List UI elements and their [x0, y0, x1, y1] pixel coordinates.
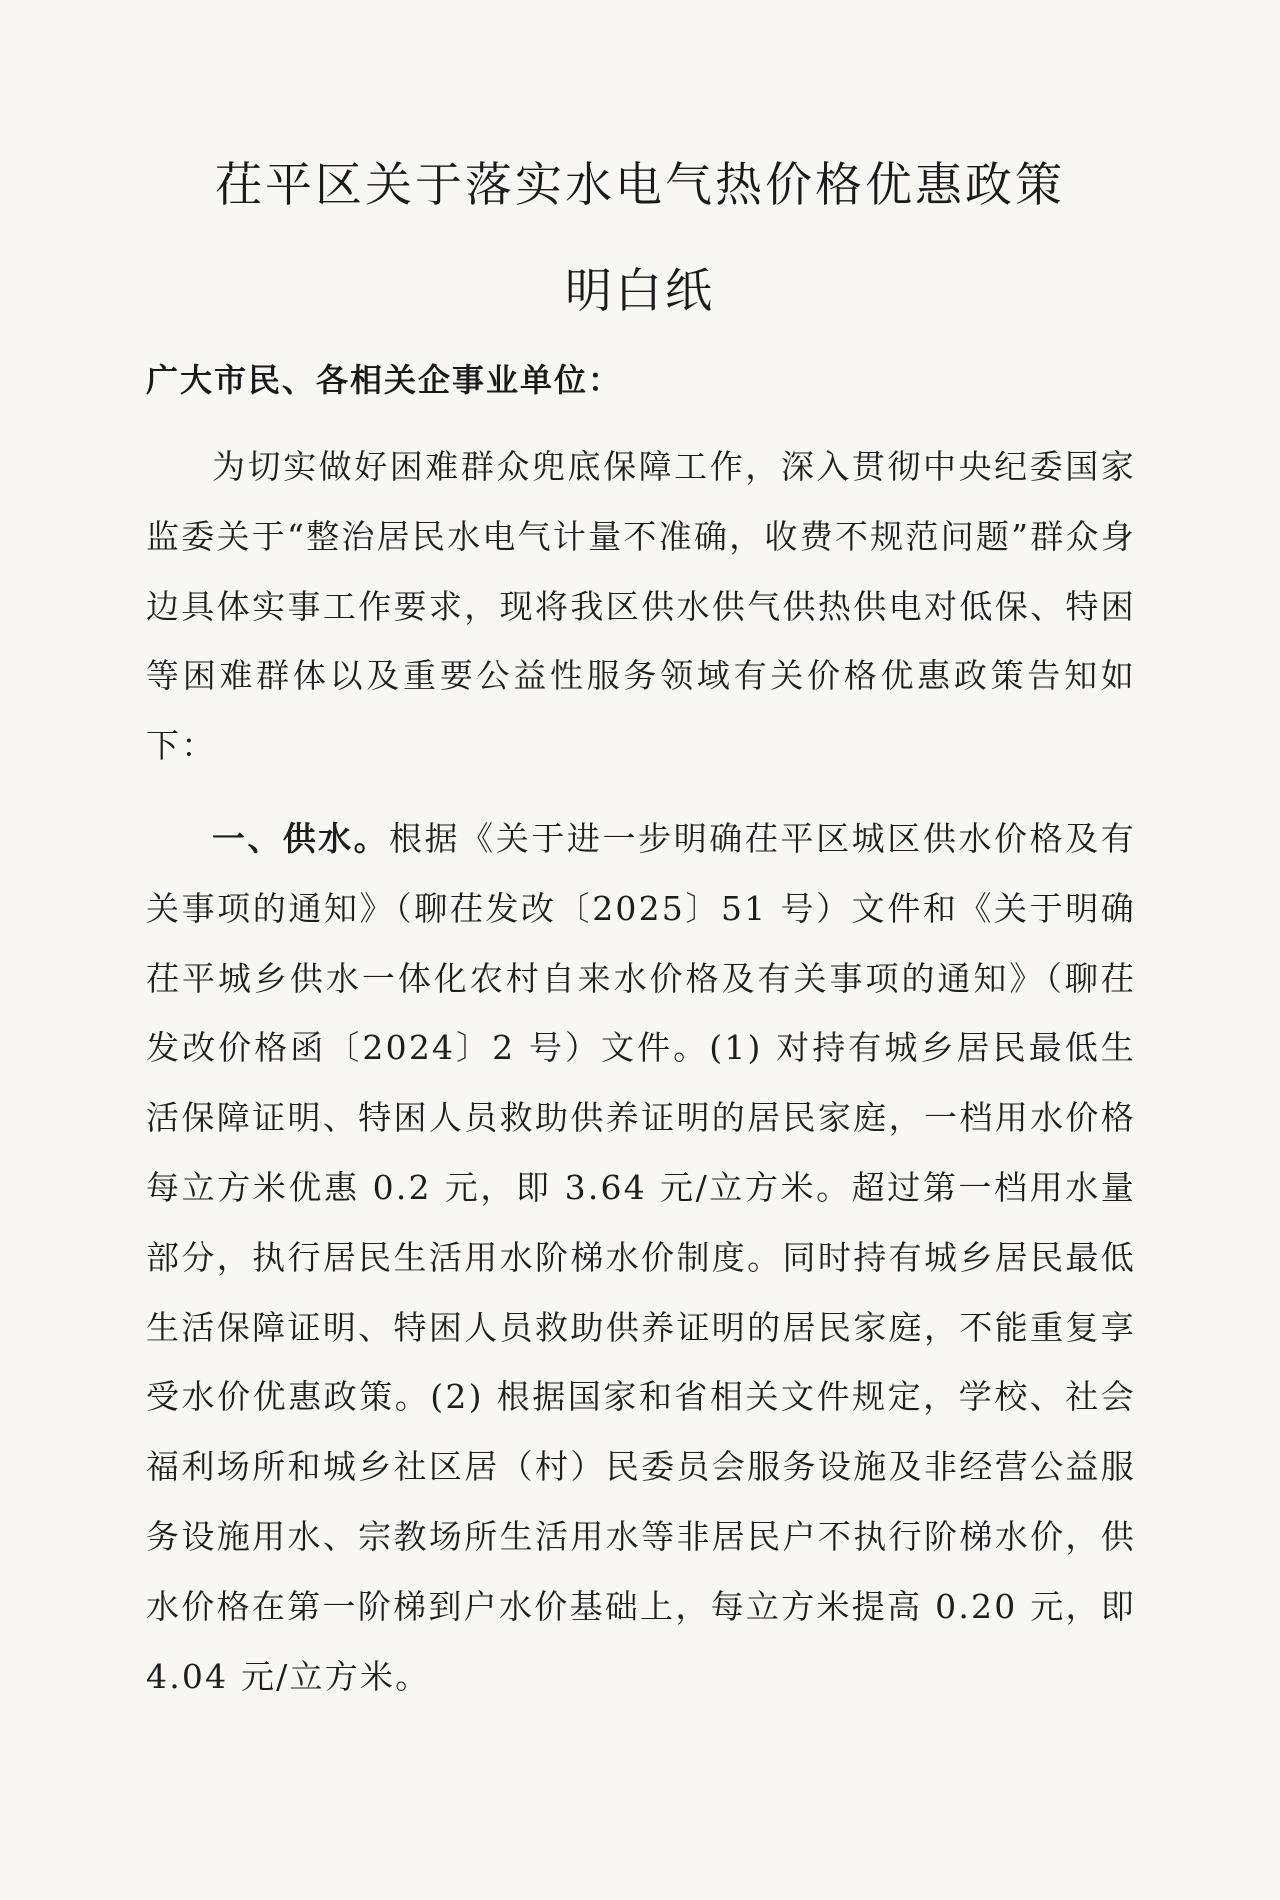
intro-paragraph: 为切实做好困难群众兜底保障工作，深入贯彻中央纪委国家监委关于“整治居民水电气计量不准确，收费不规范问题”群众身边具体实事工作要求，现将我区供水供气供热供电对低保、特困等困难群体以及重要公益性服务领域有关价格优惠政策告知如下： — [146, 447, 1136, 766]
title-line-1: 茌平区关于落实水电气热价格优惠政策 — [215, 158, 1065, 213]
section-body: 根据《关于进一步明确茌平区城区供水价格及有关事项的通知》（聊茌发改〔2025〕51 号）文件和《关于明确茌平城乡供水一体化农村自来水价格及有关事项的通知》（聊茌发改价格函〔2024〕2 号）文件。(1) 对持有城乡居民最低生活保障证明、特困人员救助供养证明的居民家庭，一档用水价格每立方米优惠 0.2 元，即 3.64 元/立方米。超过第一档用水量部分，执行居民生活用水阶梯水价制度。同时持有城乡居民最低生活保障证明、特困人员救助供养证明的居民家庭，不能重复享受水价优惠政策。(2) 根据国家和省相关文件规定，学校、社会福利场所和城乡社区居（村）民委员会服务设施及非经营公益服务设施用水、宗教场所生活用水等非居民户不执行阶梯水价，供水价格在第一阶梯到户水价基础上，每立方米提高 0.20 元，即 4.04 元/立方米。 — [146, 819, 1137, 1696]
document-title — [0, 150, 1280, 328]
title-line-2: 明白纸 — [565, 264, 715, 319]
section-water-supply — [146, 804, 1136, 1711]
salutation: 广大市民、各相关企事业单位： — [146, 361, 623, 399]
section-heading: 一、供水。 — [212, 819, 389, 858]
